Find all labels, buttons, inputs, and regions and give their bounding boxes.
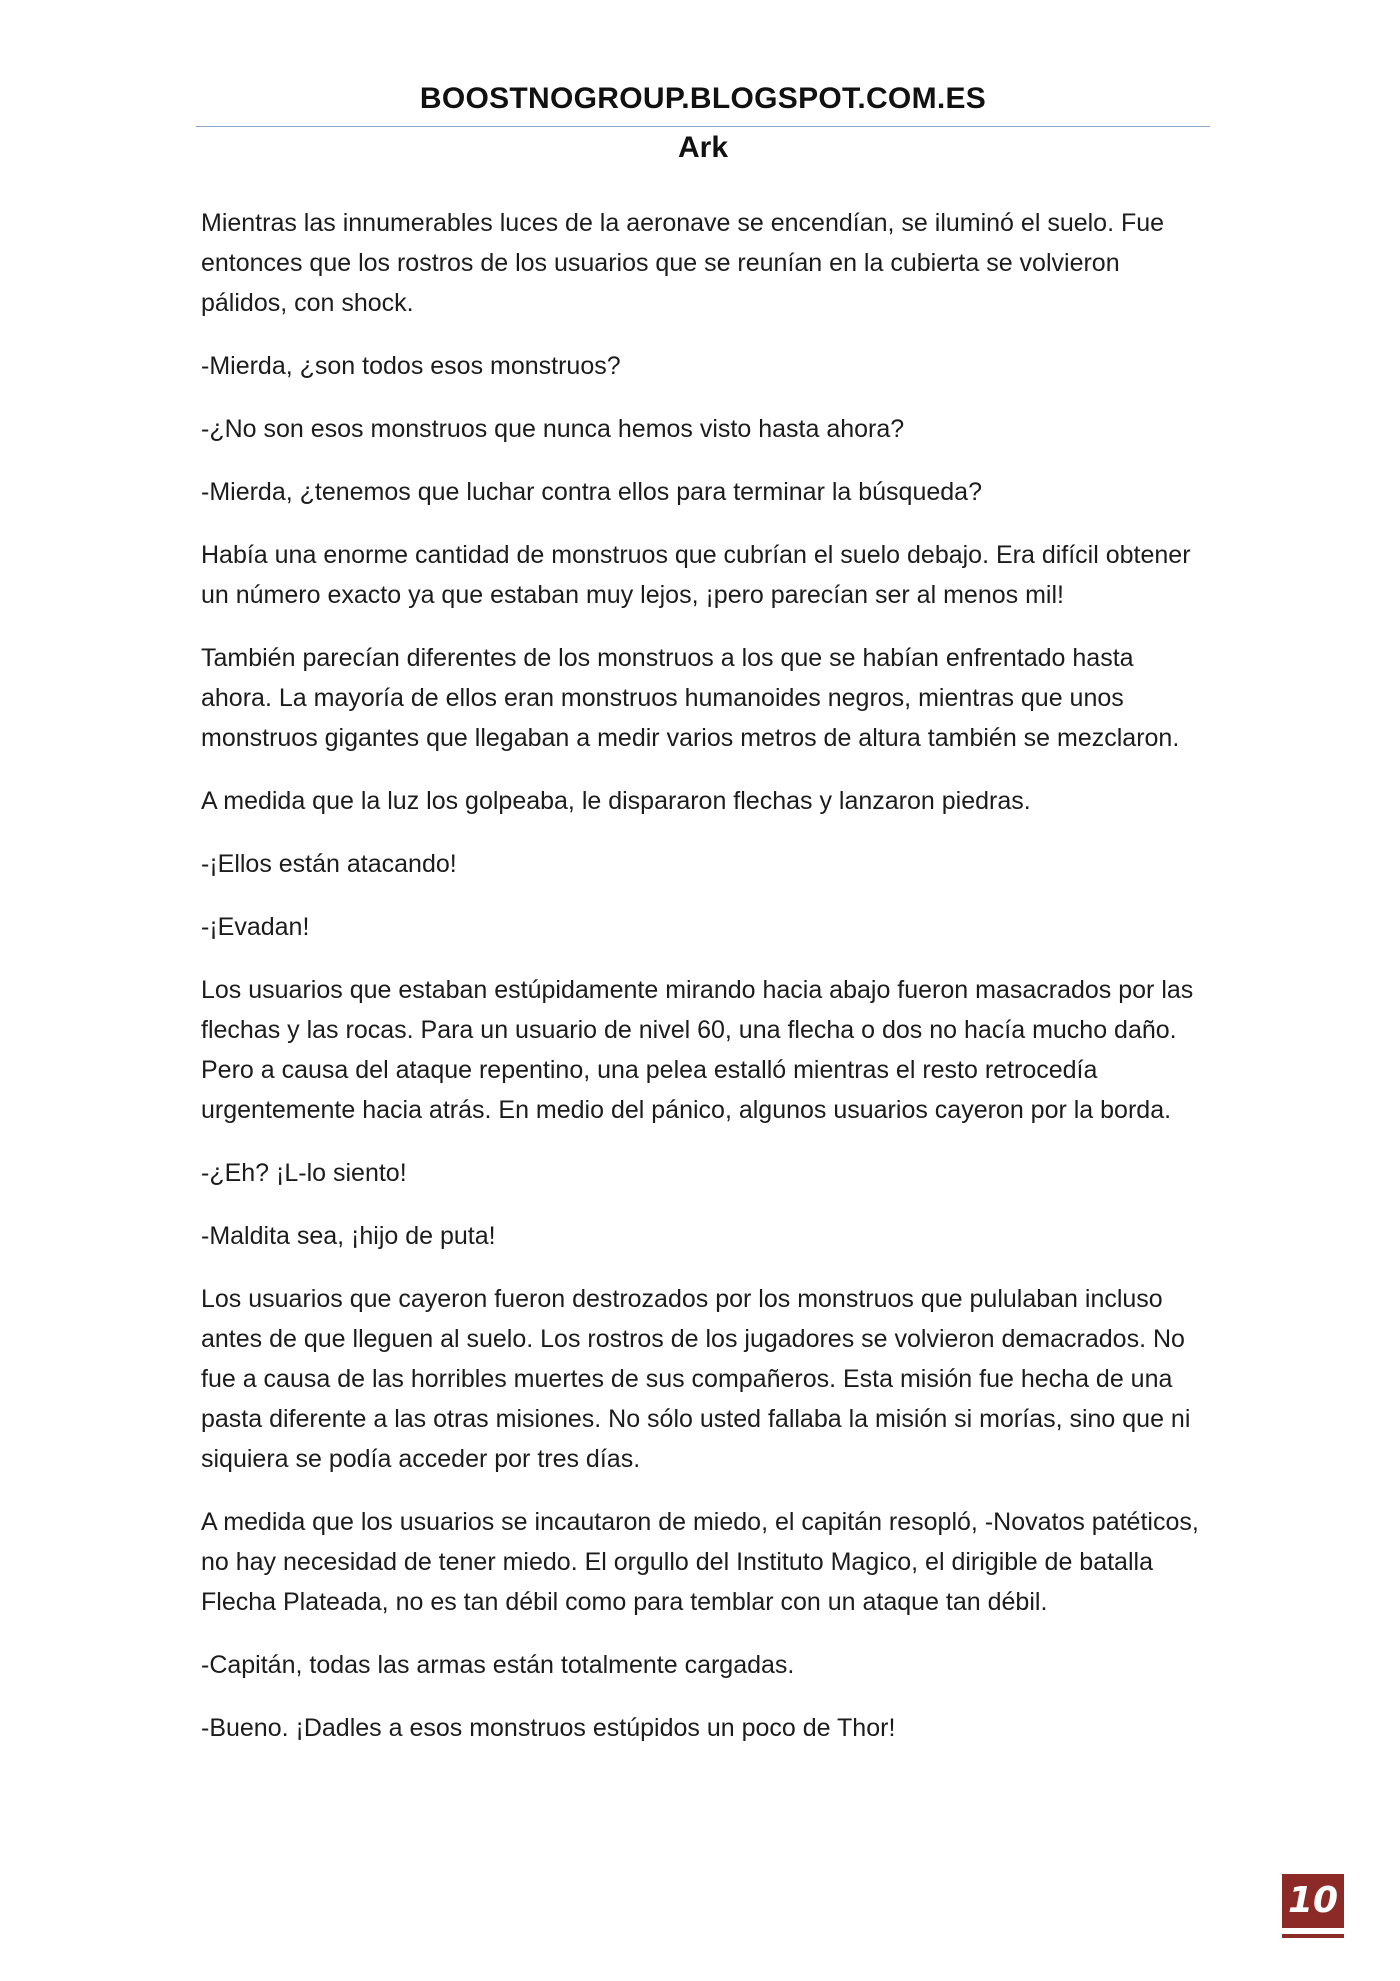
paragraph: A medida que los usuarios se incautaron de miedo, el capitán resopló, -Novatos patéticos, no hay necesidad de tener miedo. El orgullo del Instituto Magico, el dirigible de batalla Flecha Plateada, no es tan débil como para temblar con un ataque tan débil. [201,1508,1199,1616]
header-site-url: BOOSTNOGROUP.BLOGSPOT.COM.ES [419,82,987,115]
paragraph: Había una enorme cantidad de monstruos que cubrían el suelo debajo. Era difícil obtener un número exacto ya que estaban muy lejos, ¡pero parecían ser al menos mil! [201,541,1191,609]
paragraph: -¿Eh? ¡L-lo siento! [201,1159,407,1187]
body-text [201,203,1206,1771]
paragraph: -Bueno. ¡Dadles a esos monstruos estúpidos un poco de Thor! [201,1714,896,1742]
paragraph: -¡Evadan! [201,913,310,941]
paragraph: -Mierda, ¿tenemos que luchar contra ellos para terminar la búsqueda? [201,478,982,506]
paragraph: -Capitán, todas las armas están totalmente cargadas. [201,1651,795,1679]
paragraph: También parecían diferentes de los monstruos a los que se habían enfrentado hasta ahora. La mayoría de ellos eran monstruos humanoides negros, mientras que unos monstruos gigantes que llegaban a medir varios metros de altura también se mezclaron. [201,644,1180,752]
paragraph: -¿No son esos monstruos que nunca hemos visto hasta ahora? [201,415,905,443]
page-number-badge [1282,1874,1344,1928]
page-title: Ark [677,131,729,164]
paragraph: Los usuarios que estaban estúpidamente mirando hacia abajo fueron masacrados por las flechas y las rocas. Para un usuario de nivel 60, una flecha o dos no hacía mucho daño. Pero a causa del ataque repentino, una pelea estalló mientras el resto retrocedía urgentemente hacia atrás. En medio del pánico, algunos usuarios cayeron por la borda. [201,976,1194,1124]
paragraph: -¡Ellos están atacando! [201,850,457,878]
page-number: 10 [1287,1880,1339,1921]
paragraph: A medida que la luz los golpeaba, le dispararon flechas y lanzaron piedras. [201,787,1031,815]
header-divider [196,126,1210,127]
paragraph: -Maldita sea, ¡hijo de puta! [201,1222,496,1250]
paragraph: -Mierda, ¿son todos esos monstruos? [201,352,621,380]
page-number-underline [1282,1934,1344,1938]
paragraph: Mientras las innumerables luces de la aeronave se encendían, se iluminó el suelo. Fue entonces que los rostros de los usuarios que se reunían en la cubierta se volvieron pálidos, con shock. [201,209,1165,317]
paragraph: Los usuarios que cayeron fueron destrozados por los monstruos que pululaban incluso antes de que lleguen al suelo. Los rostros de los jugadores se volvieron demacrados. No fue a causa de las horribles muertes de sus compañeros. Esta misión fue hecha de una pasta diferente a las otras misiones. No sólo usted fallaba la misión si morías, sino que ni siquiera se podía acceder por tres días. [201,1285,1191,1473]
